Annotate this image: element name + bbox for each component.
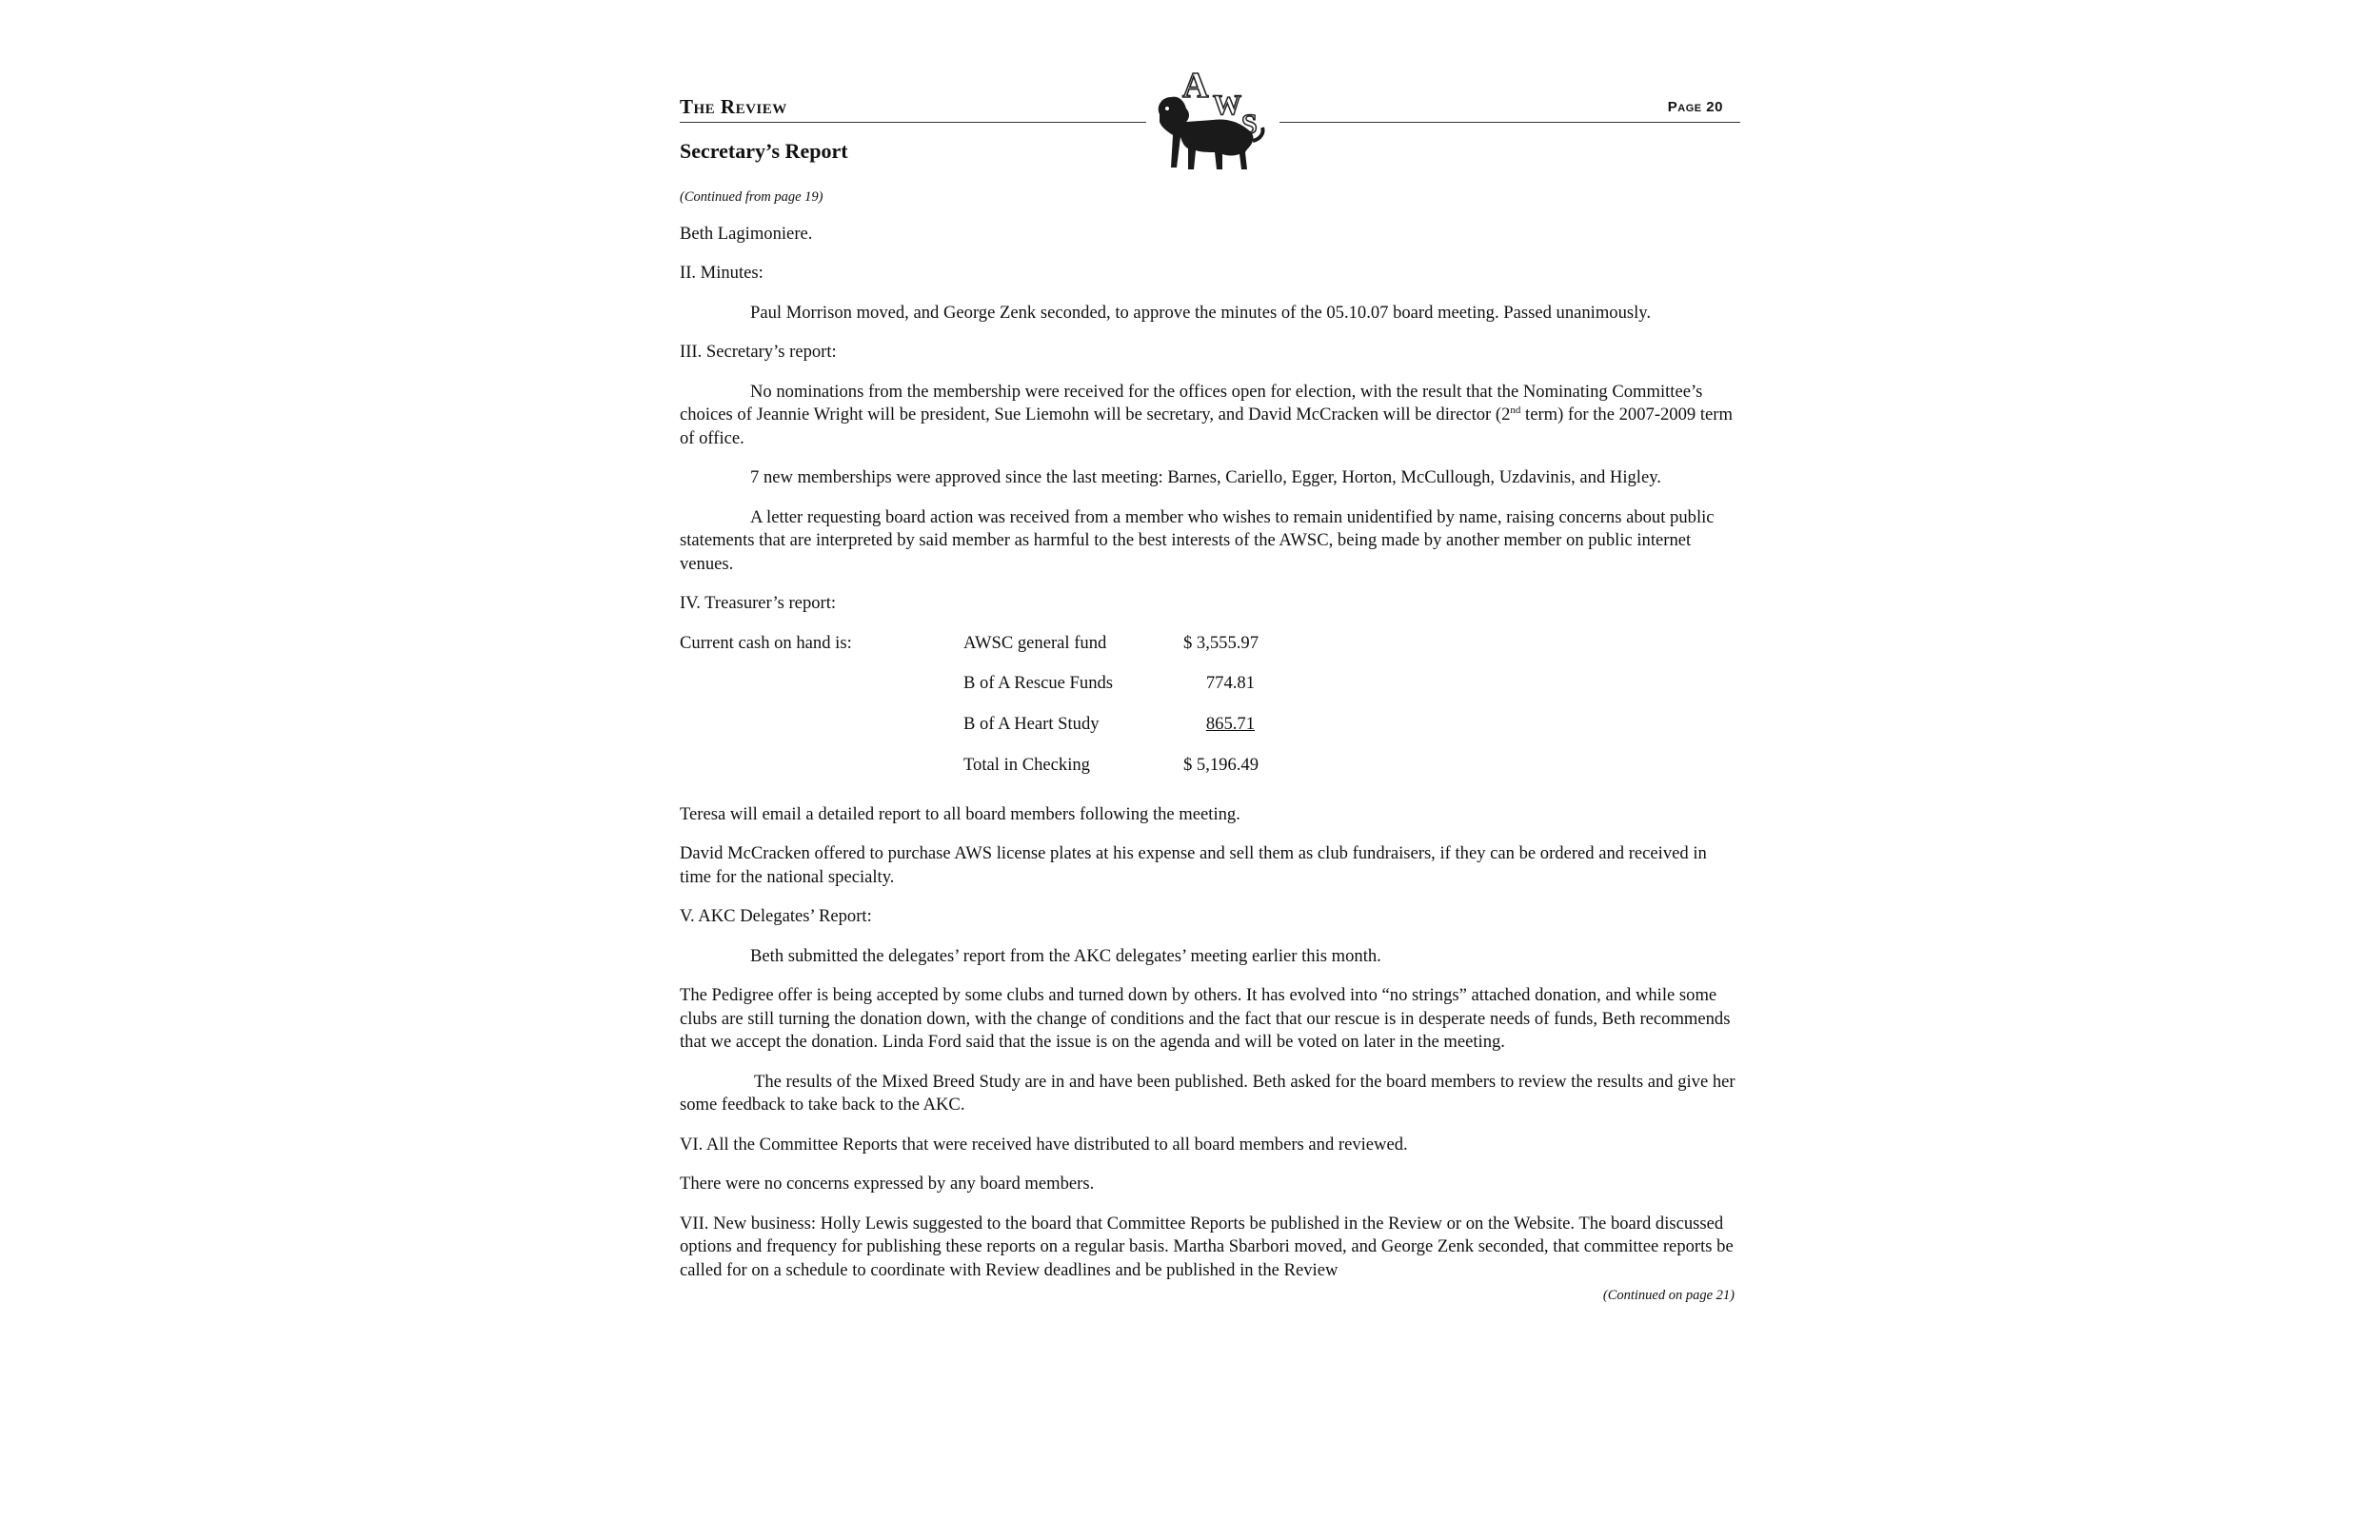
page-header bbox=[680, 57, 1740, 140]
section-heading-treasurer: IV. Treasurer’s report: bbox=[680, 593, 837, 613]
paragraph: Beth submitted the delegates’ report from the AKC delegates’ meeting earlier this month. bbox=[750, 945, 1381, 966]
continued-from-note: (Continued from page 19) bbox=[680, 189, 823, 205]
section-heading-minutes: II. Minutes: bbox=[680, 263, 764, 283]
cash-row-amount: $ 3,555.97 bbox=[1182, 632, 1259, 653]
paragraph: Beth Lagimoniere. bbox=[680, 223, 813, 244]
publication-title: The Review bbox=[680, 95, 787, 118]
paragraph: The Pedigree offer is being accepted by some clubs and turned down by others. It has evolved into “no strings” attached donation, and while some clubs are still turning the donation down, with the change of conditions and the fact that our rescue is in desperate needs of funds, Beth recommends that we accept the donation. Linda Ford said that the issue is on the agenda and will be voted on later in the meeting. bbox=[680, 985, 1731, 1052]
cash-row-total bbox=[963, 754, 1287, 778]
cash-row bbox=[963, 672, 1287, 696]
newsletter-page bbox=[680, 57, 1740, 1303]
cash-row-name: Total in Checking bbox=[963, 754, 1090, 775]
paragraph: Teresa will email a detailed report to all board members following the meeting. bbox=[680, 803, 1240, 824]
continued-on-note: (Continued on page 21) bbox=[1602, 1288, 1735, 1303]
section-heading-secretary: III. Secretary’s report: bbox=[680, 342, 837, 362]
svg-text:A: A bbox=[1182, 66, 1209, 106]
text: No nominations from the membership were received for the offices open for election, with the result that the Nominating Committee’s choices of Jeannie Wright will be president, Sue Liemohn will be secretary, and David McCracken will be director (2 bbox=[680, 381, 1703, 424]
cash-row bbox=[963, 632, 1287, 656]
svg-text:W: W bbox=[1213, 89, 1241, 121]
cash-table bbox=[680, 632, 1740, 803]
cash-row-name: B of A Heart Study bbox=[963, 713, 1100, 734]
svg-text:S: S bbox=[1241, 109, 1258, 140]
paragraph: There were no concerns expressed by any board members. bbox=[680, 1174, 1095, 1194]
cash-row-name: AWSC general fund bbox=[963, 632, 1107, 653]
page-number: Page 20 bbox=[1667, 99, 1723, 115]
footer-note-row bbox=[680, 1284, 1740, 1303]
report-body bbox=[680, 186, 1740, 1303]
section-heading-new-business: VII. New business: Holly Lewis suggested to the board that Committee Reports be published in the Review or on the Website. The board discussed options and frequency for publishing these reports on a regular basis. Martha Sbarbori moved, and George Zenk seconded, that committee reports be called for on a schedule to coordinate with Review deadlines and be published in the Review bbox=[680, 1213, 1734, 1280]
paragraph: 7 new memberships were approved since the last meeting: Barnes, Cariello, Egger, Horton, McCullough, Uzdavinis, and Higley. bbox=[750, 467, 1661, 487]
cash-row-amount: 865.71 bbox=[1205, 713, 1255, 734]
cash-row-amount: 774.81 bbox=[1205, 672, 1255, 693]
text: term) for the 2007-2009 term of office. bbox=[680, 405, 1733, 448]
superscript: nd bbox=[1510, 404, 1521, 416]
section-heading-akc: V. AKC Delegates’ Report: bbox=[680, 906, 872, 926]
report-title: Secretary’s Report bbox=[680, 139, 848, 163]
section-heading-committee: VI. All the Committee Reports that were received have distributed to all board members and reviewed. bbox=[680, 1134, 1408, 1155]
cash-row bbox=[963, 713, 1287, 737]
paragraph: The results of the Mixed Breed Study are in and have been published. Beth asked for the board members to review the results and give her some feedback to take back to the AKC. bbox=[680, 1071, 1735, 1115]
paragraph: A letter requesting board action was received from a member who wishes to remain unidentified by name, raising concerns about public statements that are interpreted by said member as harmful to the best interests of the AWSC, being made by another member on public internet venues. bbox=[680, 506, 1715, 574]
aws-dog-logo bbox=[1146, 65, 1279, 177]
paragraph: David McCracken offered to purchase AWS license plates at his expense and sell them as club fundraisers, if they can be ordered and received in time for the national specialty. bbox=[680, 843, 1707, 887]
paragraph: Paul Morrison moved, and George Zenk seconded, to approve the minutes of the 05.10.07 board meeting. Passed unanimously. bbox=[750, 302, 1652, 323]
cash-row-name: B of A Rescue Funds bbox=[963, 672, 1114, 693]
cash-row-amount: $ 5,196.49 bbox=[1182, 754, 1259, 775]
cash-label: Current cash on hand is: bbox=[680, 632, 852, 653]
paragraph-nominations bbox=[680, 381, 1740, 451]
